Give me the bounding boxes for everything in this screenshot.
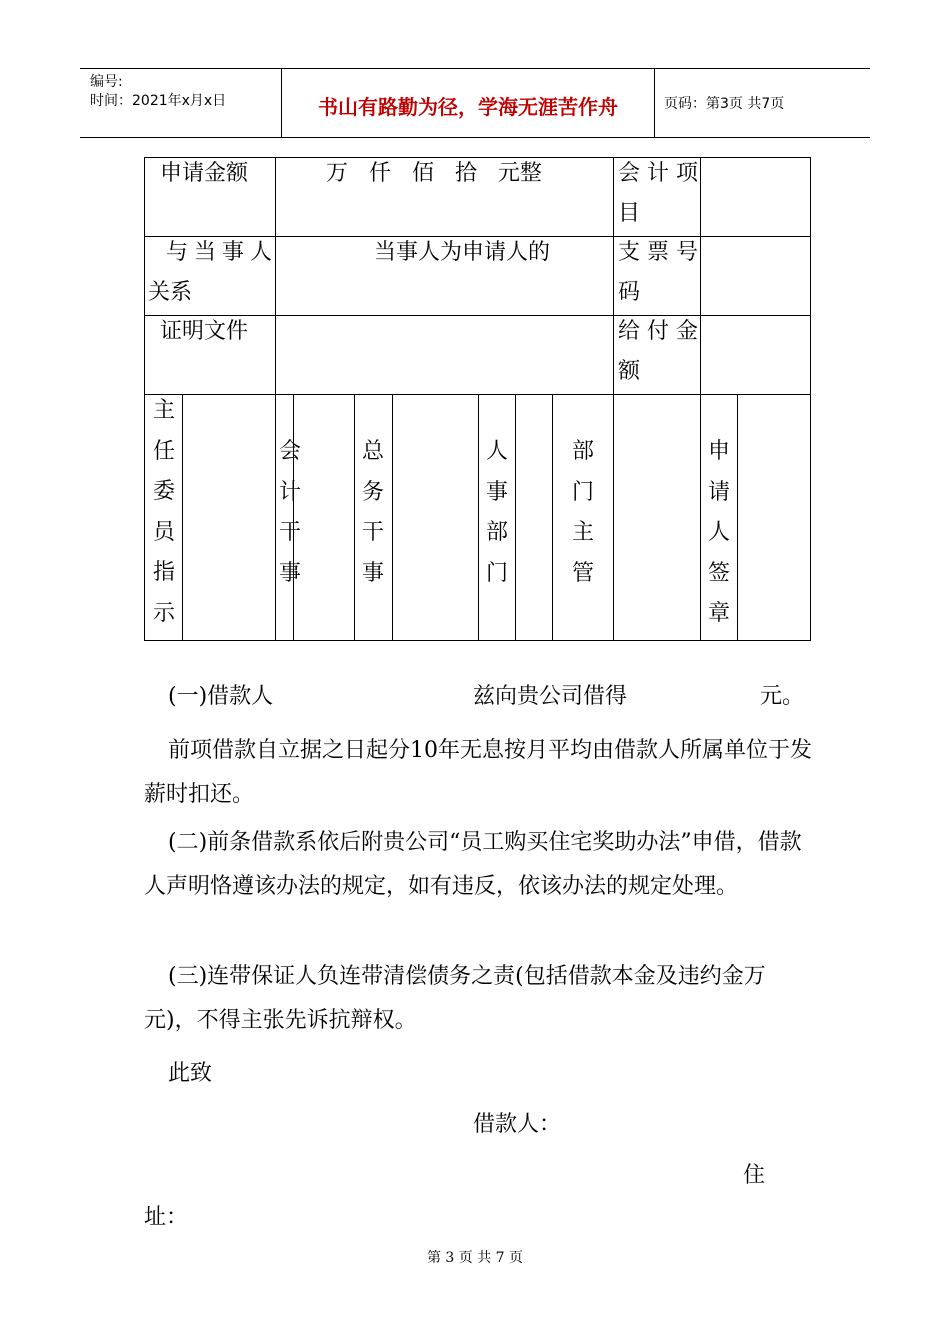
- clause-1-borrower: (一)借款人: [168, 684, 274, 709]
- clause-3-text: (三)连带保证人负连带清偿债务之责(包括借款本金及违约金万元)，不得主张先诉抗辩权。: [144, 964, 766, 1033]
- borrower-signature-label: 借款人：: [473, 1112, 562, 1137]
- document-number-label: 编号:: [90, 74, 123, 90]
- table-border: [144, 157, 145, 641]
- accountant-label: 会 计 干 事: [278, 439, 301, 586]
- table-line: [515, 394, 516, 641]
- address-label: 住: [743, 1163, 766, 1188]
- header-page-info: 页码：第3页 共7页: [664, 96, 785, 112]
- document-label: 证明文件: [160, 319, 249, 344]
- clause-3-paragraph: [144, 955, 814, 1043]
- page-footer: 第 3 页 共 7 页: [426, 1250, 524, 1266]
- repayment-text: 前项借款自立据之日起分10年无息按月平均由借款人所属单位于发薪时扣还。: [144, 738, 812, 807]
- clause-2-text: (二)前条借款系依后附贵公司“员工购买住宅奖助办法”申借，借款人声明恪遵该办法的规定，如有违反，依该办法的规定处理。: [144, 830, 802, 899]
- clause-2-paragraph: [144, 821, 814, 909]
- relation-label-2: 关系: [148, 280, 193, 305]
- loan-application-form: [144, 157, 811, 641]
- general-affairs-label: 总 务 干 事: [361, 439, 384, 586]
- department-head-label: 部 门 主 管: [571, 439, 594, 586]
- table-border: [810, 157, 811, 641]
- chair-instruction-label: 主 任 委 员 指 示: [152, 398, 175, 626]
- document-time-label: 时间：2021年x月x日: [90, 93, 227, 109]
- table-line: [737, 394, 738, 641]
- address-label-2: 址：: [144, 1205, 189, 1230]
- table-line: [354, 394, 355, 641]
- header-meta: [90, 73, 226, 111]
- clause-1-unit: 元。: [760, 684, 805, 709]
- table-line: [392, 394, 393, 641]
- accounting-item-label: 会计项: [618, 161, 698, 186]
- repayment-paragraph: [144, 729, 814, 817]
- header-motto: 书山有路勤为径，学海无涯苦作舟: [318, 95, 618, 119]
- page-header: [80, 68, 870, 138]
- table-line: [552, 394, 553, 641]
- relation-label: 与当事人: [166, 240, 272, 265]
- hr-department-label: 人 事 部 门: [485, 439, 508, 586]
- salutation: 此致: [168, 1061, 213, 1086]
- table-line: [613, 157, 614, 641]
- table-line: [182, 394, 183, 641]
- cheque-number-label-2: 码: [618, 280, 641, 305]
- table-line: [478, 394, 479, 641]
- accounting-item-label-2: 目: [618, 201, 641, 226]
- payment-amount-label-2: 额: [618, 359, 641, 384]
- cheque-number-label: 支票号: [618, 240, 698, 265]
- payment-amount-label: 给付金: [618, 319, 698, 344]
- table-line: [700, 157, 701, 641]
- applicant-signature-label: 申 请 人 签 章: [707, 439, 730, 626]
- clause-1-borrowed: 兹向贵公司借得: [473, 684, 628, 709]
- relation-value: 当事人为申请人的: [374, 240, 551, 265]
- amount-units: 万 仟 佰 拾 元整: [326, 161, 542, 186]
- apply-amount-label: 申请金额: [160, 161, 249, 186]
- header-divider: [654, 69, 655, 137]
